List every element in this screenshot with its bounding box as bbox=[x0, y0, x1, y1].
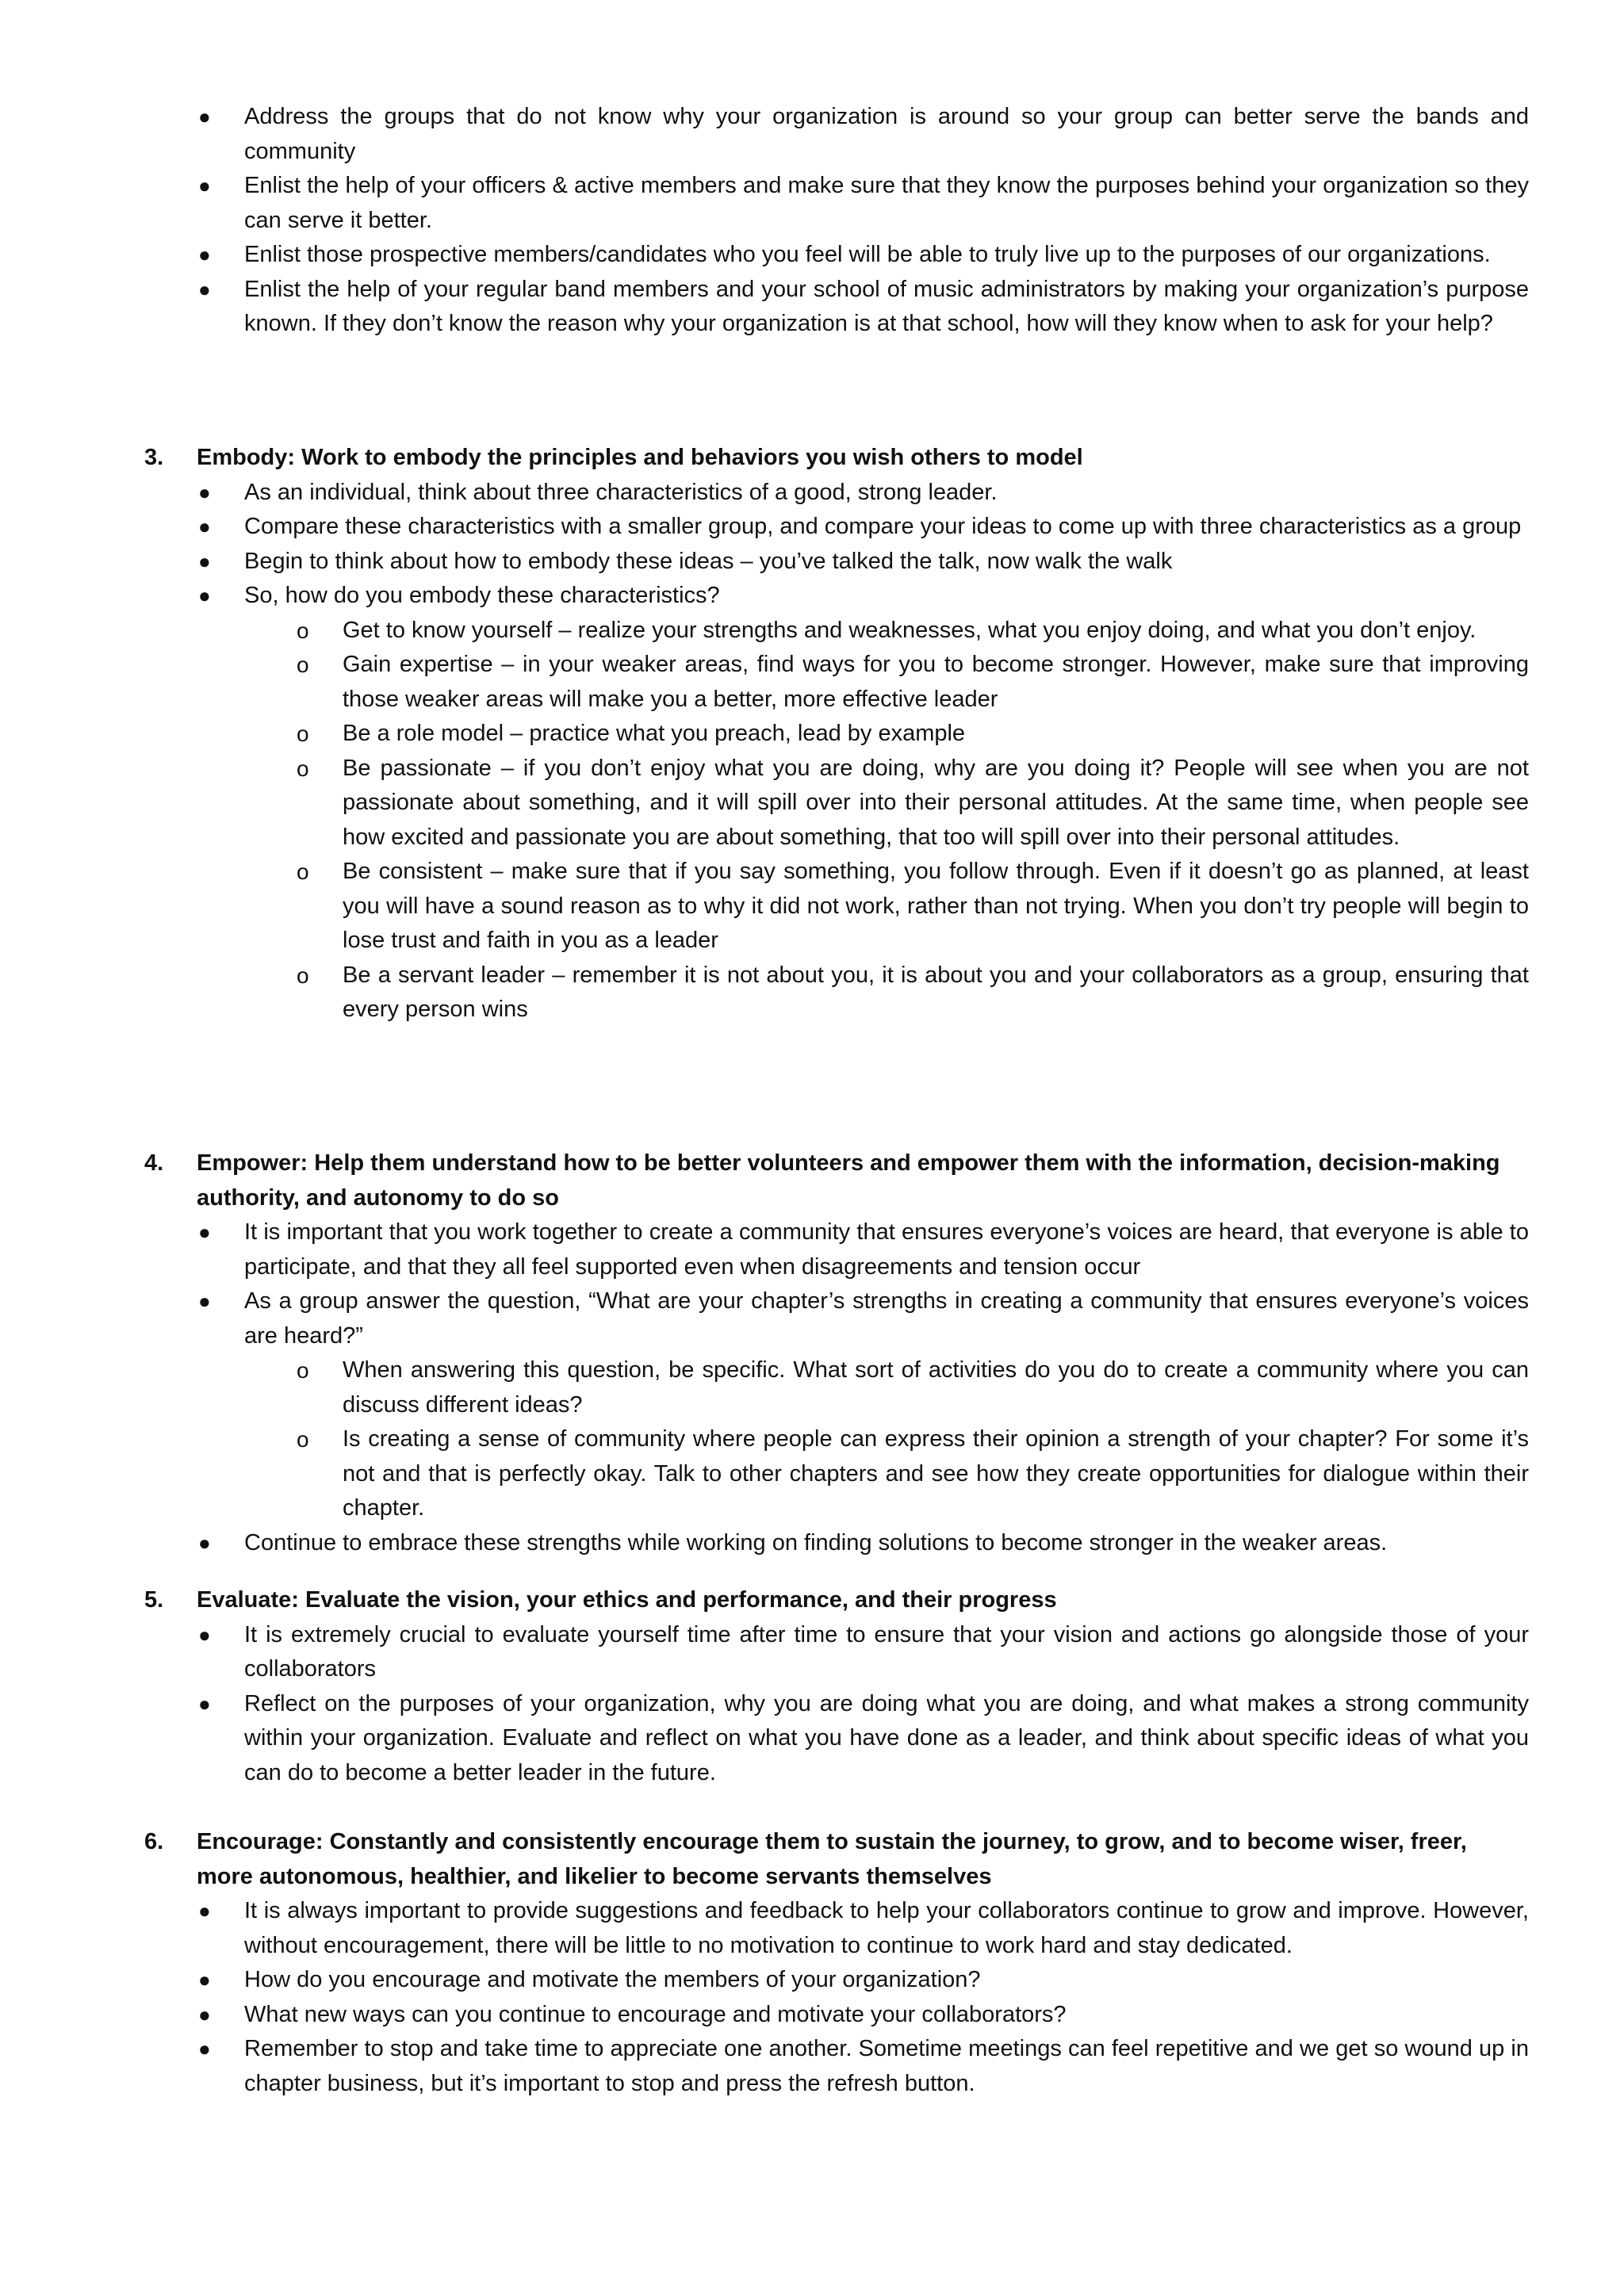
bullet-item bbox=[0, 1687, 1624, 1791]
bullet-text: What new ways can you continue to encourage and motivate your collaborators? bbox=[244, 2001, 1067, 2027]
bullet-item bbox=[0, 2032, 1624, 2101]
sub-bullet-text: Be passionate – if you don’t enjoy what you are doing, why are you doing it? People will see when you are not passionate about something, and it will spill over into their personal attitudes. At the same time, when people see how excited and passionate you are about something, that too will spill over into their personal attitudes. bbox=[343, 755, 1529, 850]
bullet-text: Enlist the help of your regular band members and your school of music administrators by making your organization’s purpose known. If they don’t know the reason why your organization is at that school, how will they know when to ask for your help? bbox=[244, 276, 1529, 336]
sub-bullet-text: Be a role model – practice what you preach, lead by example bbox=[343, 721, 966, 746]
section-heading-text: Embody: Work to embody the principles and behaviors you wish others to model bbox=[197, 445, 1083, 470]
sub-bullet-text: Gain expertise – in your weaker areas, find ways for you to become stronger. However, make sure that improving those weaker areas will make you a better, more effective leader bbox=[343, 652, 1529, 712]
section-heading-text: Empower: Help them understand how to be better volunteers and empower them with the information, decision-making authority, and autonomy to do so bbox=[197, 1150, 1500, 1211]
bullet-item bbox=[0, 1998, 1624, 2033]
section-number: 3. bbox=[144, 445, 164, 470]
bullet-item bbox=[0, 510, 1624, 545]
bullet-marker: ● bbox=[198, 2037, 211, 2061]
bullet-text: As a group answer the question, “What are your chapter’s strengths in creating a community that ensures everyone’s voices are heard?” bbox=[244, 1288, 1529, 1349]
sub-bullet-marker: o bbox=[297, 1427, 309, 1452]
bullet-text: Remember to stop and take time to appreciate one another. Sometime meetings can feel repetitive and we get so wound up in chapter business, but it’s important to stop and press the refresh button. bbox=[244, 2036, 1529, 2096]
bullet-marker: ● bbox=[198, 1968, 211, 1992]
bullet-text: It is extremely crucial to evaluate yourself time after time to ensure that your vision and actions go alongside those of your collaborators bbox=[244, 1621, 1529, 1682]
sub-bullet-marker: o bbox=[297, 721, 309, 746]
section-heading-text: Encourage: Constantly and consistently encourage them to sustain the journey, to grow, and to become wiser, freer, more autonomous, healthier, and likelier to become servants themselves bbox=[197, 1829, 1467, 1889]
section-empower bbox=[0, 1146, 1624, 1560]
sub-bullet-item bbox=[0, 1422, 1624, 1526]
bullet-marker: ● bbox=[198, 549, 211, 573]
bullet-marker: ● bbox=[198, 515, 211, 538]
bullet-item bbox=[0, 100, 1624, 169]
section-heading bbox=[0, 1825, 1624, 1894]
section-number: 6. bbox=[144, 1829, 164, 1854]
sub-bullet-marker: o bbox=[297, 756, 309, 781]
sub-bullet-text: Get to know yourself – realize your strengths and weaknesses, what you enjoy doing, and what you don’t enjoy. bbox=[343, 617, 1477, 643]
sub-bullet-marker: o bbox=[297, 1358, 309, 1383]
bullet-text: Enlist those prospective members/candidates who you feel will be able to truly live up to the purposes of our organizations. bbox=[244, 242, 1491, 267]
bullet-marker: ● bbox=[198, 105, 211, 128]
bullet-marker: ● bbox=[198, 1622, 211, 1647]
bullet-item bbox=[0, 1526, 1624, 1561]
bullet-marker: ● bbox=[198, 1530, 211, 1555]
bullet-text: Reflect on the purposes of your organization, why you are doing what you are doing, and what makes a strong community within your organization. Evaluate and reflect on what you have done as a leader, and think about specific ideas of what you can do to become a better leader in the future. bbox=[244, 1690, 1529, 1785]
bullet-marker: ● bbox=[198, 2002, 211, 2026]
bullet-item bbox=[0, 1284, 1624, 1353]
bullet-item bbox=[0, 476, 1624, 511]
sub-bullet-item bbox=[0, 855, 1624, 959]
bullet-marker: ● bbox=[198, 277, 211, 301]
bullet-marker: ● bbox=[198, 1899, 211, 1923]
bullet-text: It is important that you work together to create a community that ensures everyone’s voices are heard, that everyone is able to participate, and that they all feel supported even when disagreements and tension occur bbox=[244, 1219, 1529, 1280]
bullet-item bbox=[0, 1963, 1624, 1998]
bullet-item bbox=[0, 545, 1624, 580]
bullet-text: Begin to think about how to embody these ideas – you’ve talked the talk, now walk the walk bbox=[244, 548, 1173, 574]
bullet-marker: ● bbox=[198, 1289, 211, 1313]
sub-bullet-item bbox=[0, 1353, 1624, 1422]
sub-bullet-marker: o bbox=[297, 859, 309, 884]
bullet-item bbox=[0, 238, 1624, 273]
sub-bullet-item bbox=[0, 752, 1624, 855]
sub-bullet-item bbox=[0, 614, 1624, 649]
section-heading-text: Evaluate: Evaluate the vision, your ethics and performance, and their progress bbox=[197, 1587, 1057, 1613]
bullet-item bbox=[0, 1215, 1624, 1284]
sub-bullet-marker: o bbox=[297, 962, 309, 988]
sub-bullet-marker: o bbox=[297, 618, 309, 643]
sub-bullet-marker: o bbox=[297, 652, 309, 677]
sub-bullet-text: Is creating a sense of community where people can express their opinion a strength of your chapter? For some it’s not and that is perfectly okay. Talk to other chapters and see how they create opportunities for dialogue within their chapter. bbox=[343, 1426, 1529, 1521]
bullet-item bbox=[0, 579, 1624, 614]
bullet-text: Continue to embrace these strengths while working on finding solutions to become stronger in the weaker areas. bbox=[244, 1529, 1388, 1556]
sub-bullet-text: Be a servant leader – remember it is not about you, it is about you and your collaborators as a group, ensuring that every person wins bbox=[343, 962, 1529, 1022]
section-embody bbox=[0, 441, 1624, 1027]
bullet-text: Compare these characteristics with a smaller group, and compare your ideas to come up with three characteristics as a group bbox=[244, 514, 1522, 539]
section-heading bbox=[0, 441, 1624, 476]
sub-bullet-item bbox=[0, 717, 1624, 752]
section-number: 5. bbox=[144, 1587, 164, 1613]
bullet-marker: ● bbox=[198, 1691, 211, 1716]
bullet-text: It is always important to provide suggestions and feedback to help your collaborators continue to grow and improve. However, without encouragement, there will be little to no motivation to continue to work hard and stay dedicated. bbox=[244, 1898, 1529, 1958]
bullet-item bbox=[0, 1894, 1624, 1963]
intro-bullet-list bbox=[0, 100, 1624, 342]
bullet-marker: ● bbox=[198, 174, 211, 197]
bullet-text: How do you encourage and motivate the members of your organization? bbox=[244, 1967, 981, 1992]
sub-bullet-item bbox=[0, 959, 1624, 1027]
section-heading bbox=[0, 1146, 1624, 1215]
bullet-text: Address the groups that do not know why your organization is around so your group can better serve the bands and community bbox=[244, 104, 1529, 164]
bullet-text: So, how do you embody these characteristics? bbox=[244, 583, 720, 608]
bullet-marker: ● bbox=[198, 1220, 211, 1244]
section-encourage bbox=[0, 1825, 1624, 2101]
sub-bullet-text: When answering this question, be specific. What sort of activities do you do to create a community where you can discuss different ideas? bbox=[343, 1357, 1529, 1418]
sub-bullet-item bbox=[0, 648, 1624, 717]
bullet-marker: ● bbox=[198, 480, 211, 504]
bullet-item bbox=[0, 169, 1624, 238]
sub-bullet-text: Be consistent – make sure that if you say something, you follow through. Even if it doesn’t go as planned, at least you will have a sound reason as to why it did not work, rather than not trying. When you don’t try people will begin to lose trust and faith in you as a leader bbox=[343, 859, 1529, 953]
bullet-text: As an individual, think about three characteristics of a good, strong leader. bbox=[244, 479, 998, 505]
bullet-item bbox=[0, 1618, 1624, 1687]
bullet-text: Enlist the help of your officers & active members and make sure that they know the purposes behind your organization so they can serve it better. bbox=[244, 173, 1529, 233]
bullet-marker: ● bbox=[198, 243, 211, 266]
section-number: 4. bbox=[144, 1150, 164, 1176]
section-evaluate bbox=[0, 1583, 1624, 1790]
bullet-item bbox=[0, 273, 1624, 342]
section-heading bbox=[0, 1583, 1624, 1618]
bullet-marker: ● bbox=[198, 584, 211, 607]
